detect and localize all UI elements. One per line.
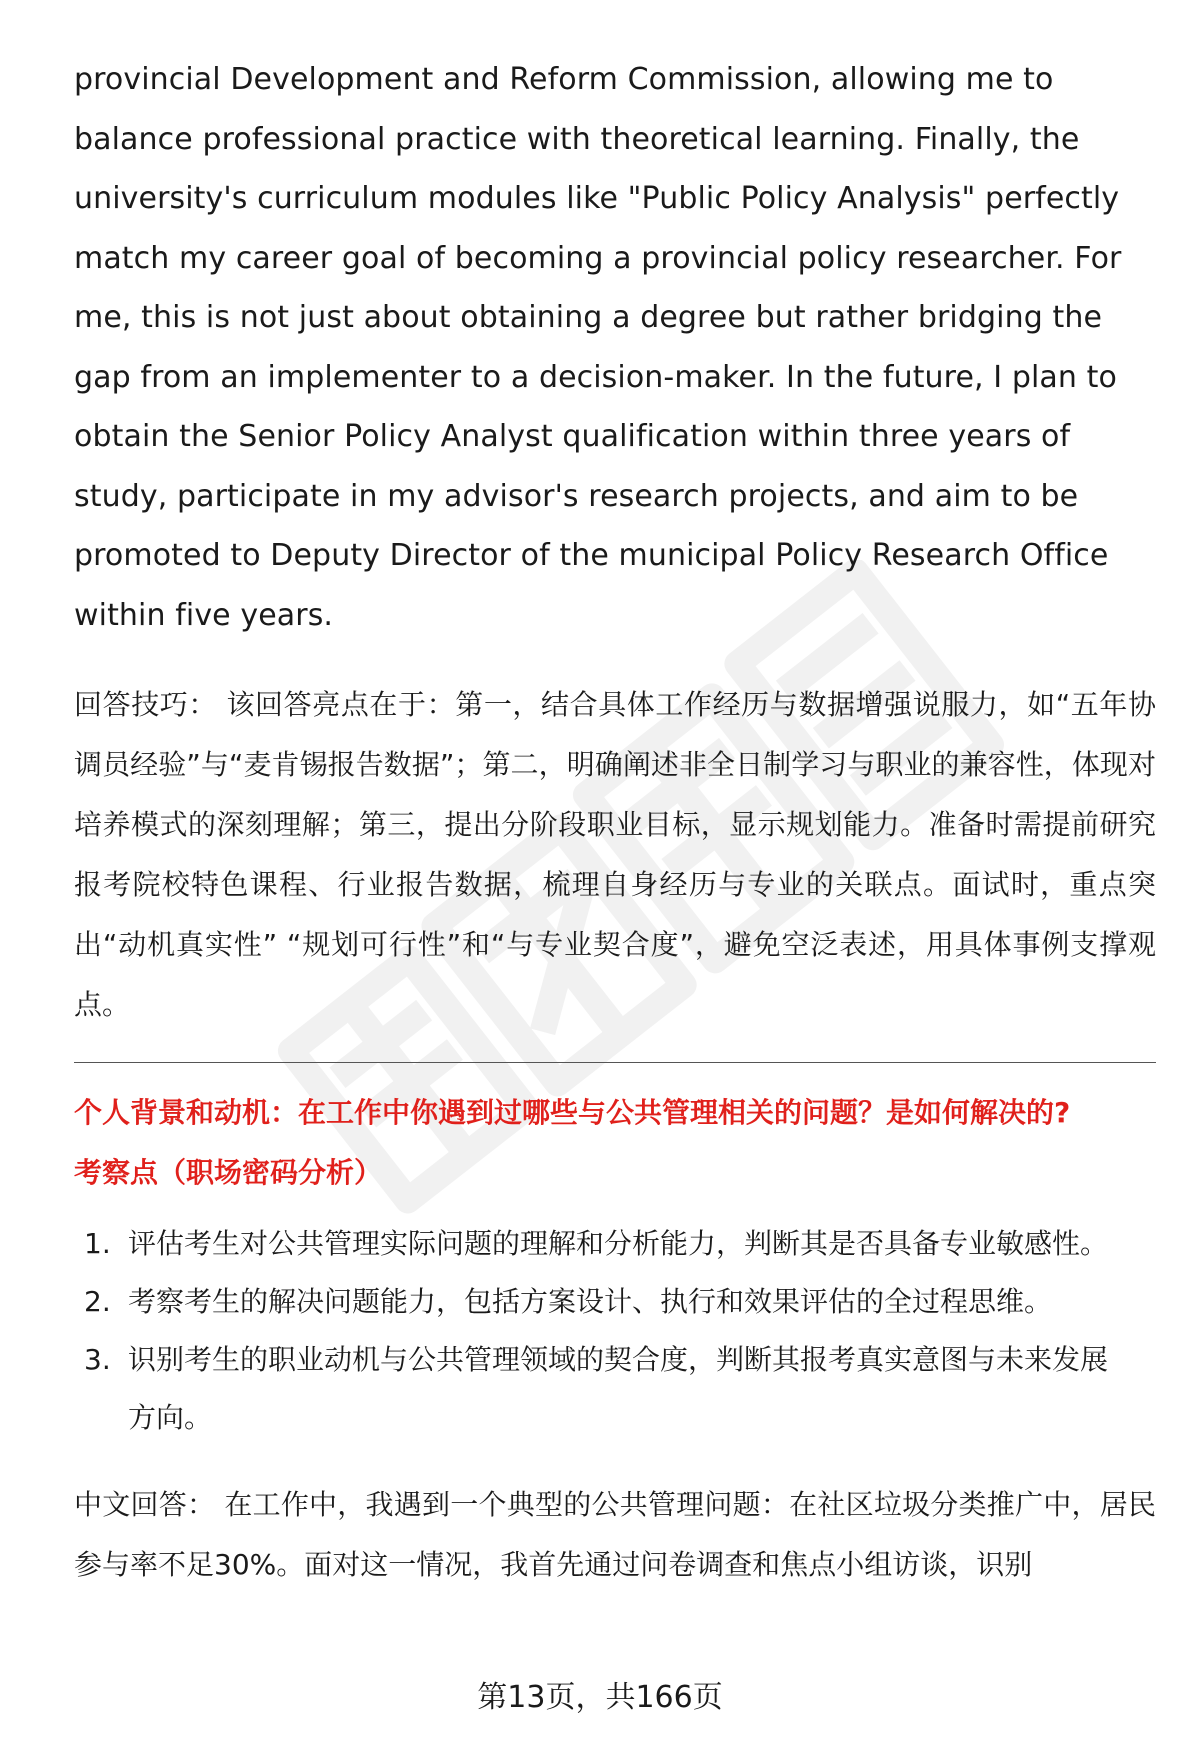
list-item-number: 3. — [84, 1343, 111, 1376]
list-item-number: 1. — [84, 1227, 111, 1260]
assessment-points-list — [74, 1215, 1156, 1447]
list-item — [74, 1273, 1126, 1331]
list-item-text: 考察考生的解决问题能力，包括方案设计、执行和效果评估的全过程思维。 — [128, 1285, 1053, 1318]
question-title: 个人背景和动机：在工作中你遇到过哪些与公共管理相关的问题？是如何解决的? — [74, 1096, 1071, 1129]
page-body — [74, 50, 1156, 1595]
page-number-footer: 第13页，共166页 — [477, 1680, 723, 1715]
list-item-text: 识别考生的职业动机与公共管理领域的契合度，判断其报考真实意图与未来发展方向。 — [128, 1343, 1109, 1434]
list-item — [74, 1215, 1126, 1273]
english-answer-paragraph: provincial Development and Reform Commission, allowing me to balance professional practice with theoretical learning. Finally, the university's curriculum modules like "Public Policy Analysis" perfectly match my career goal of becoming a provincial policy researcher. For me, this is not just about obtaining a degree but rather bridging the gap from an implementer to a decision-maker. In the future, I plan to obtain the Senior Policy Analyst qualification within three years of study, participate in my advisor's research projects, and aim to be promoted to Deputy Director of the municipal Policy Research Office within five years. — [74, 62, 1122, 633]
list-item-text: 评估考生对公共管理实际问题的理解和分析能力，判断其是否具备专业敏感性。 — [128, 1227, 1109, 1260]
list-item — [74, 1331, 1126, 1447]
question-subtitle: 考察点（职场密码分析） — [74, 1156, 383, 1189]
chinese-answer-paragraph: 中文回答： 在工作中，我遇到一个典型的公共管理问题：在社区垃圾分类推广中，居民参与率不足30%。面对这一情况，我首先通过问卷调查和焦点小组访谈，识别 — [74, 1488, 1156, 1581]
list-item-number: 2. — [84, 1285, 111, 1318]
answer-tips-paragraph: 回答技巧： 该回答亮点在于：第一，结合具体工作经历与数据增强说服力，如“五年协调员经验”与“麦肯锡报告数据”；第二，明确阐述非全日制学习与职业的兼容性，体现对培养模式的深刻理解；第三，提出分阶段职业目标，显示规划能力。准备时需提前研究报考院校特色课程、行业报告数据，梳理自身经历与专业的关联点。面试时，重点突出“动机真实性” “规划可行性”和“与专业契合度”，避免空泛表述，用具体事例支撑观点。 — [74, 688, 1156, 1021]
section-divider — [74, 1062, 1156, 1063]
